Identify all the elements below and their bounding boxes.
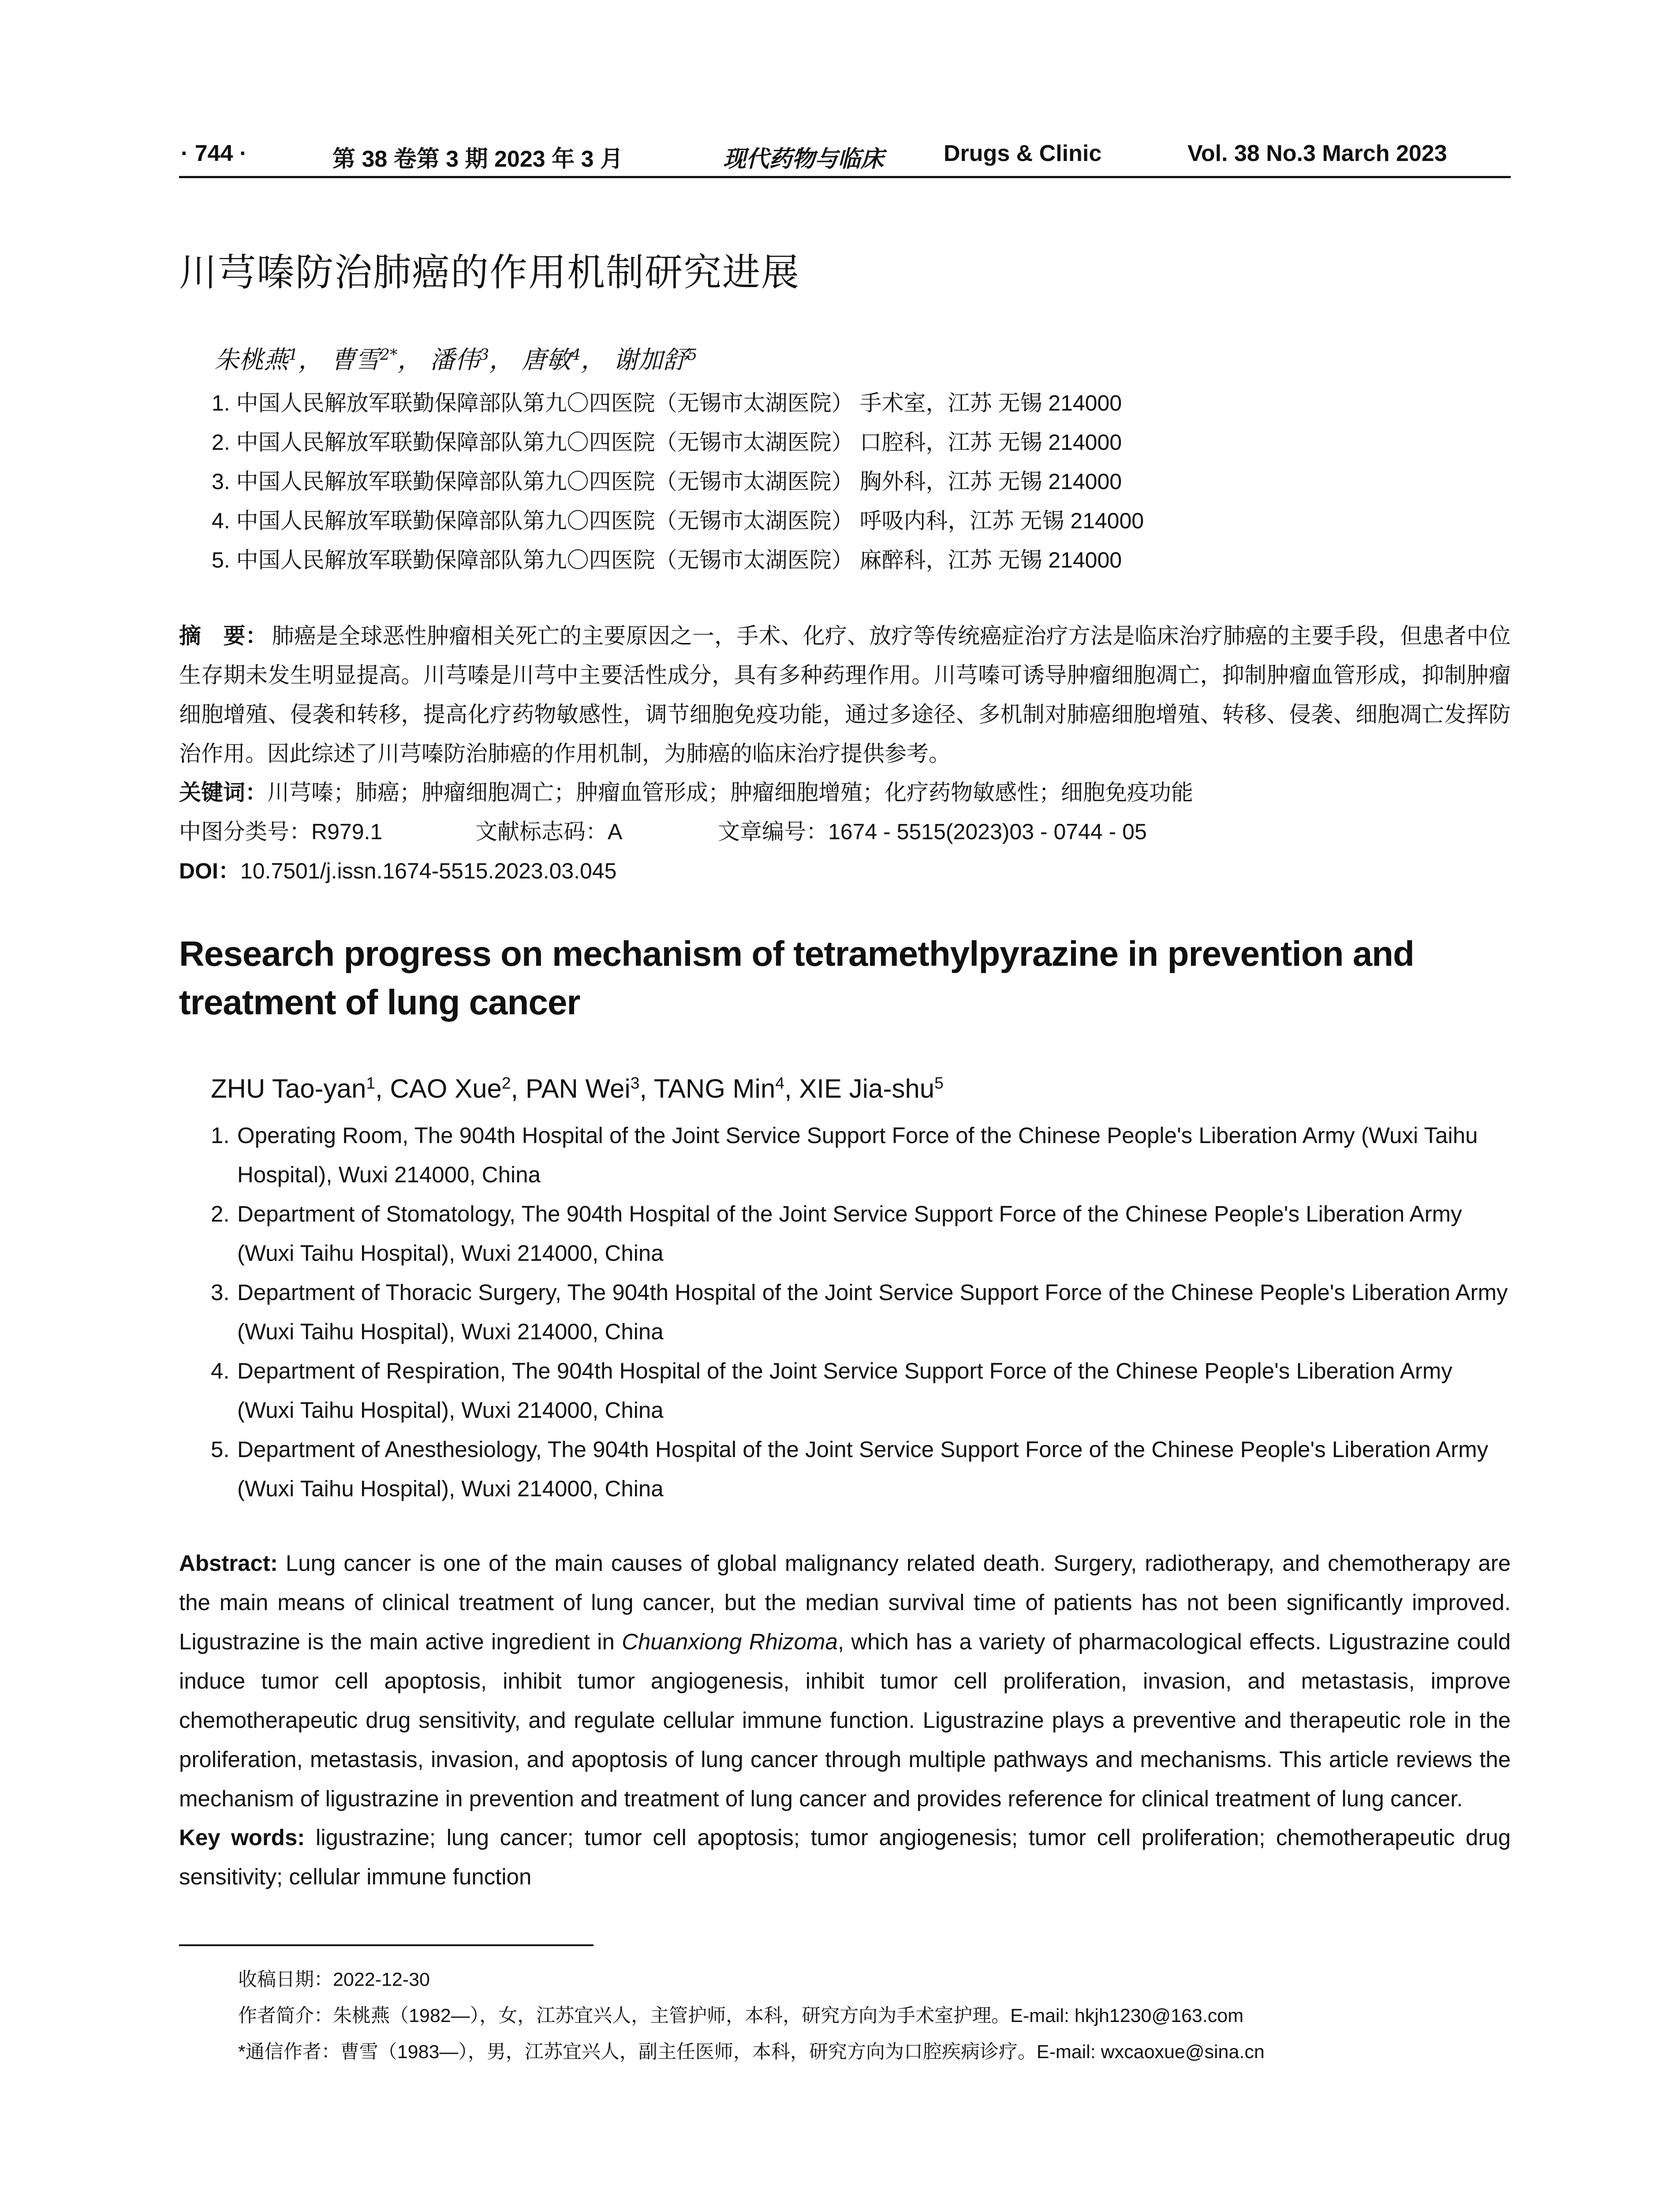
cn-affiliation: 2. 中国人民解放军联勤保障部队第九〇四医院（无锡市太湖医院） 口腔科，江苏 无锡 214000	[212, 430, 1122, 455]
en-author: ZHU Tao-yan	[211, 1074, 366, 1103]
en-affiliation	[211, 1116, 1512, 1194]
en-author: CAO Xue	[390, 1074, 502, 1103]
cn-keywords	[179, 775, 1193, 807]
en-author: XIE Jia-shu	[799, 1074, 935, 1103]
en-author-sup: 4	[775, 1073, 784, 1092]
en-affiliations	[211, 1116, 1512, 1508]
cn-author: 潘伟	[430, 346, 480, 374]
en-affiliation-text: Department of Anesthesiology, The 904th Hospital of the Joint Service Support Force of the Chinese People's Liberation Army (Wuxi Taihu Hospital), Wuxi 214000, China	[237, 1437, 1489, 1501]
cn-affiliation: 3. 中国人民解放军联勤保障部队第九〇四医院（无锡市太湖医院） 胸外科，江苏 无锡 214000	[212, 469, 1122, 494]
en-abstract-label: Abstract:	[179, 1551, 278, 1576]
footnote-author-bio: 作者简介：朱桃燕（1982—），女，江苏宜兴人，主管护师，本科，研究方向为手术室护理。E-mail: hkjh1230@163.com	[238, 2005, 1244, 2026]
cn-authors: 朱桃燕$^1$， 曹雪$^{2*}$， 潘伟$^3$， 唐敏$^4$， 谢加舒$^5$	[214, 346, 698, 374]
cn-author: 朱桃燕	[214, 346, 288, 374]
cn-affiliations	[212, 384, 1144, 580]
cn-affiliation: 1. 中国人民解放军联勤保障部队第九〇四医院（无锡市太湖医院） 手术室，江苏 无锡 214000	[212, 391, 1122, 415]
article-number: 文章编号：1674 - 5515(2023)03 - 0744 - 05	[718, 819, 1147, 844]
en-affiliation-number: 2.	[211, 1201, 230, 1226]
en-affiliation-text: Department of Stomatology, The 904th Hospital of the Joint Service Support Force of the Chinese People's Liberation Army (Wuxi Taihu Hospital), Wuxi 214000, China	[237, 1201, 1462, 1266]
journal-name-en: Drugs & Clinic	[944, 141, 1102, 166]
doi-line	[179, 853, 616, 885]
cn-keywords-text: 川芎嗪；肺癌；肿瘤细胞凋亡；肿瘤血管形成；肿瘤细胞增殖；化疗药物敏感性；细胞免疫功能	[267, 780, 1193, 805]
cn-author: 唐敏	[522, 346, 571, 374]
cn-affiliation: 4. 中国人民解放军联勤保障部队第九〇四医院（无锡市太湖医院） 呼吸内科，江苏 无锡 214000	[212, 508, 1144, 533]
en-affiliation-text: Department of Respiration, The 904th Hospital of the Joint Service Support Force of the Chinese People's Liberation Army (Wuxi Taihu Hospital), Wuxi 214000, China	[237, 1358, 1452, 1423]
en-title: Research progress on mechanism of tetramethylpyrazine in prevention and treatment of lung cancer	[179, 934, 1414, 1022]
en-affiliation	[211, 1194, 1512, 1273]
en-authors: ZHU Tao-yan$^1$, CAO Xue$^2$, PAN Wei$^3$, TANG Min$^4$, XIE Jia-shu$^5$	[211, 1073, 944, 1103]
en-keywords	[179, 1818, 1511, 1896]
journal-name-cn: 现代药物与临床	[723, 146, 884, 172]
cn-author-sup: 4	[571, 346, 581, 364]
cn-keywords-label: 关键词：	[179, 780, 267, 805]
volume-issue-cn: 第 38 卷第 3 期 2023 年 3 月	[332, 146, 623, 172]
doi-label: DOI：	[179, 859, 240, 883]
running-header	[181, 140, 1510, 176]
cn-abstract	[179, 617, 1511, 774]
en-affiliation-number: 5.	[211, 1437, 230, 1462]
en-author: TANG Min	[653, 1074, 776, 1103]
cn-abstract-label: 摘 要：	[179, 623, 268, 649]
page-number: · 744 ·	[181, 141, 247, 166]
footnote-received-date: 收稿日期：2022-12-30	[238, 1969, 430, 1990]
classification-number: 中图分类号：R979.1	[179, 819, 383, 844]
en-keywords-text: ligustrazine; lung cancer; tumor cell apoptosis; tumor angiogenesis; tumor cell proliferation; chemotherapeutic drug sensitivity; cellular immune function	[179, 1825, 1511, 1889]
footnote-corresponding-author: *通信作者：曹雪（1983—），男，江苏宜兴人，副主任医师，本科，研究方向为口腔疾病诊疗。E-mail: wxcaoxue@sina.cn	[238, 2041, 1265, 2063]
cn-author-sup: 3	[479, 346, 489, 364]
en-affiliation	[211, 1351, 1512, 1430]
en-author-sup: 3	[630, 1073, 640, 1092]
en-abstract-text-2: , which has a variety of pharmacological effects. Ligustrazine could induce tumor cell apoptosis, inhibit tumor angiogenesis, inhibit tumor cell proliferation, invasion, and metastasis, improve chemotherapeutic drug sensitivity, and regulate cellular immune function. Ligustrazine plays a preventive and therapeutic role in the proliferation, metastasis, invasion, and apoptosis of lung cancer through multiple pathways and mechanisms. This article reviews the mechanism of ligustrazine in prevention and treatment of lung cancer and provides reference for clinical treatment of lung cancer.	[179, 1629, 1511, 1811]
en-author: PAN Wei	[525, 1074, 631, 1103]
cn-author: 曹雪	[330, 346, 380, 374]
en-abstract	[179, 1544, 1511, 1818]
en-abstract-italic: Chuanxiong Rhizoma	[622, 1629, 838, 1654]
en-affiliation-number: 1.	[211, 1123, 230, 1148]
footnotes	[238, 1962, 1265, 2070]
en-affiliation	[211, 1273, 1512, 1351]
cn-author-sup: 2*	[380, 346, 398, 364]
document-code: 文献标志码：A	[475, 819, 623, 844]
cn-affiliation: 5. 中国人民解放军联勤保障部队第九〇四医院（无锡市太湖医院） 麻醉科，江苏 无锡 214000	[212, 548, 1122, 572]
en-affiliation-number: 3.	[211, 1280, 230, 1305]
en-abstract-text-1: Lung cancer is one of the main causes of global malignancy related death. Surgery, radiotherapy, and chemotherapy are the main means of clinical treatment of lung cancer, but the median survival time of patients has not been significantly improved. Ligustrazine is the main active ingredient in	[179, 1551, 1511, 1654]
en-affiliation	[211, 1430, 1512, 1508]
volume-issue-en: Vol. 38 No.3 March 2023	[1187, 141, 1447, 166]
cn-abstract-text: 肺癌是全球恶性肿瘤相关死亡的主要原因之一，手术、化疗、放疗等传统癌症治疗方法是临床治疗肺癌的主要手段，但患者中位生存期未发生明显提高。川芎嗪是川芎中主要活性成分，具有多种药理作用。川芎嗪可诱导肿瘤细胞凋亡，抑制肿瘤血管形成，抑制肿瘤细胞增殖、侵袭和转移，提高化疗药物敏感性，调节细胞免疫功能，通过多途径、多机制对肺癌细胞增殖、转移、侵袭、细胞凋亡发挥防治作用。因此综述了川芎嗪防治肺癌的作用机制，为肺癌的临床治疗提供参考。	[179, 623, 1511, 766]
en-affiliation-text: Department of Thoracic Surgery, The 904th Hospital of the Joint Service Support Force of the Chinese People's Liberation Army (Wuxi Taihu Hospital), Wuxi 214000, China	[237, 1280, 1508, 1344]
en-affiliation-number: 4.	[211, 1358, 230, 1383]
en-author-sup: 1	[366, 1073, 376, 1092]
cn-title: 川芎嗪防治肺癌的作用机制研究进展	[179, 250, 800, 295]
en-keywords-label: Key words:	[179, 1825, 305, 1850]
cn-author: 谢加舒	[613, 346, 687, 374]
en-affiliation-text: Operating Room, The 904th Hospital of the Joint Service Support Force of the Chinese People's Liberation Army (Wuxi Taihu Hospital), Wuxi 214000, China	[237, 1123, 1478, 1187]
cn-author-sup: 5	[687, 346, 698, 364]
cn-author-sup: 1	[288, 346, 299, 364]
footnote-rule	[179, 1944, 594, 1946]
en-author-sup: 5	[934, 1073, 944, 1092]
header-rule	[179, 176, 1511, 178]
en-author-sup: 2	[501, 1073, 511, 1092]
doi-link[interactable]: 10.7501/j.issn.1674-5515.2023.03.045	[240, 859, 617, 883]
